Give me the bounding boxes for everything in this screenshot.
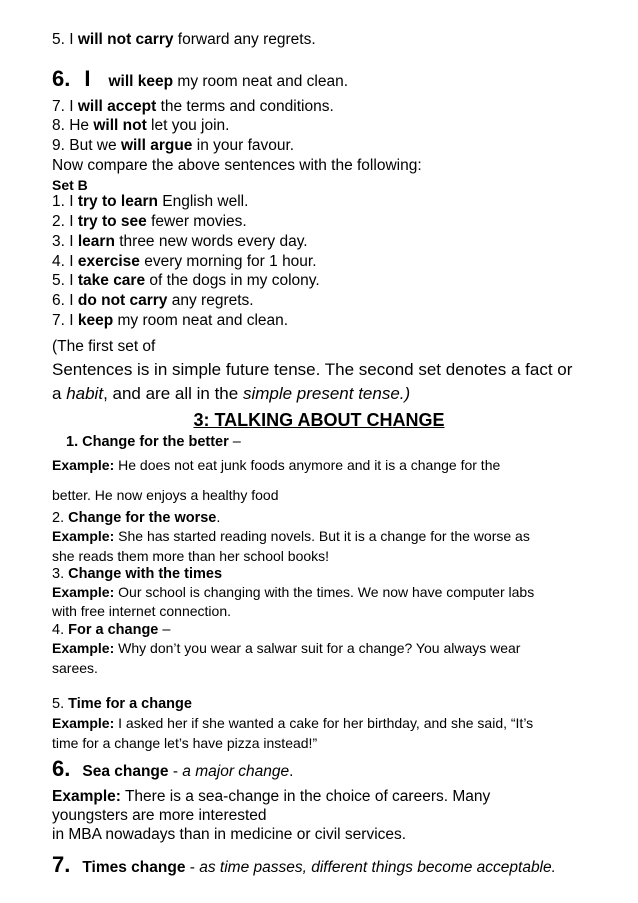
- item-4-example: Example: Why don’t you wear a salwar suit for a change? You always wear: [52, 640, 521, 656]
- section-heading: 3: TALKING ABOUT CHANGE: [193, 410, 445, 430]
- set-a-line-6: 6. I will keep my room neat and clean.: [52, 66, 349, 91]
- item-3-example-cont: with free internet connection.: [52, 603, 231, 619]
- compare-text: Now compare the above sentences with the following:: [52, 157, 422, 174]
- item-5-title: 5. Time for a change: [52, 696, 192, 712]
- item-7-title: 7. Times change - as time passes, different things become acceptable.: [52, 852, 556, 877]
- note-line-2: Sentences is in simple future tense. The second set denotes a fact or: [52, 360, 573, 379]
- item-2-title: 2. Change for the worse.: [52, 510, 221, 526]
- item-6-example: Example: There is a sea-change in the choice of careers. Many: [52, 788, 491, 805]
- item-3-title: 3. Change with the times: [52, 566, 223, 582]
- item-1-title: 1. Change for the better –: [66, 434, 241, 450]
- set-b-line-2: 2. I try to see fewer movies.: [52, 213, 247, 230]
- item-3-example: Example: Our school is changing with the times. We now have computer labs: [52, 584, 535, 600]
- item-2-example: Example: She has started reading novels. But it is a change for the worse as: [52, 528, 530, 544]
- item-5-example-cont: time for a change let’s have pizza instead!”: [52, 735, 318, 751]
- set-b-line-1: 1. I try to learn English well.: [52, 193, 249, 210]
- item-6-title: 6. Sea change - a major change.: [52, 756, 294, 781]
- set-b-line-6: 6. I do not carry any regrets.: [52, 292, 254, 309]
- item-1-example: Example: He does not eat junk foods anymore and it is a change for the: [52, 457, 501, 473]
- set-b-line-4: 4. I exercise every morning for 1 hour.: [52, 253, 317, 270]
- set-b-line-7: 7. I keep my room neat and clean.: [52, 312, 289, 329]
- set-a-line-9: 9. But we will argue in your favour.: [52, 137, 295, 154]
- item-6-example-cont: youngsters are more interested: [52, 807, 267, 824]
- item-4-example-cont: sarees.: [52, 660, 98, 676]
- item-1-example-cont: better. He now enjoys a healthy food: [52, 487, 279, 503]
- item-4-title: 4. For a change –: [52, 622, 171, 638]
- item-6-example-cont-2: in MBA nowadays than in medicine or civil services.: [52, 826, 407, 843]
- set-a-line-8: 8. He will not let you join.: [52, 117, 230, 134]
- set-a-line-5: 5. I will not carry forward any regrets.: [52, 31, 316, 48]
- set-a-line-7: 7. I will accept the terms and conditions.: [52, 98, 334, 115]
- item-2-example-cont: she reads them more than her school books!: [52, 548, 330, 564]
- set-b-line-3: 3. I learn three new words every day.: [52, 233, 308, 250]
- item-5-example: Example: I asked her if she wanted a cake for her birthday, and she said, “It’s: [52, 715, 534, 731]
- set-b-title: Set B: [52, 177, 88, 193]
- note-line-1: (The first set of: [52, 338, 156, 355]
- set-b-line-5: 5. I take care of the dogs in my colony.: [52, 272, 320, 289]
- note-line-3: a habit, and are all in the simple present tense.): [52, 384, 411, 403]
